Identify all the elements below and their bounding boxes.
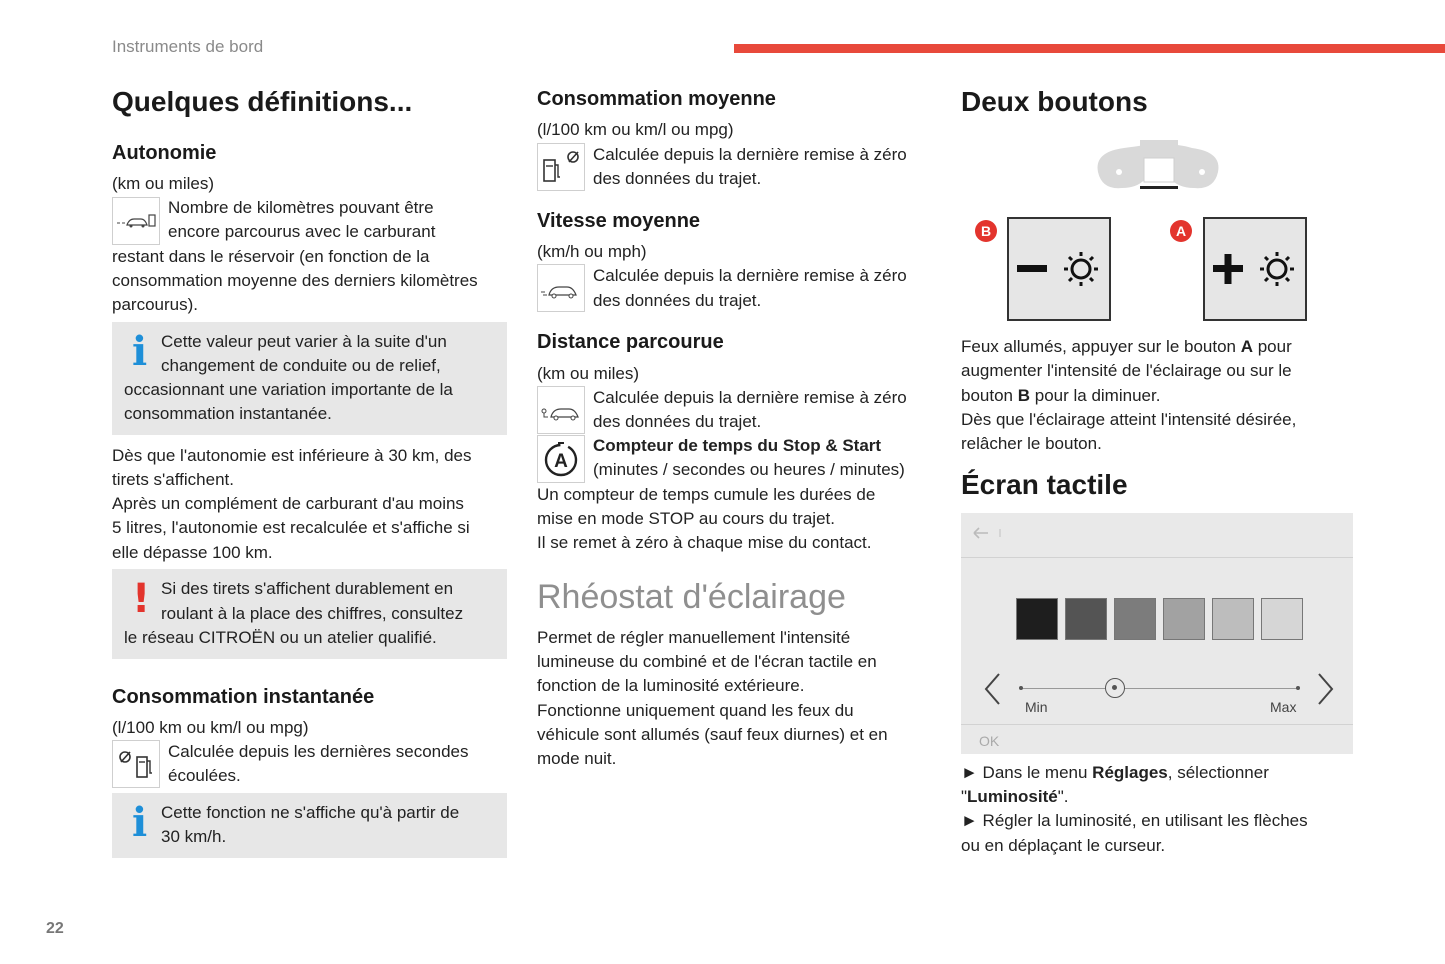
panel-divider-bottom xyxy=(961,724,1353,725)
brightness-swatch-6[interactable] xyxy=(1261,598,1303,640)
boutons-line3: bouton B pour la diminuer. xyxy=(961,386,1161,405)
boutons-line1: Feux allumés, appuyer sur le bouton A pour xyxy=(961,337,1292,356)
info1-line2: changement de conduite ou de relief, xyxy=(161,356,441,375)
rheostat-line6: mode nuit. xyxy=(537,749,617,768)
info1-line4: consommation instantanée. xyxy=(124,404,332,423)
autonomie-heading: Autonomie xyxy=(112,142,217,164)
conso-moy-line1: Calculée depuis la dernière remise à zéro xyxy=(593,145,907,164)
brightness-swatch-4[interactable] xyxy=(1163,598,1205,640)
autonomie-line2: encore parcourus avec le carburant xyxy=(168,222,436,241)
chevron-left-icon[interactable] xyxy=(981,671,1005,707)
distance-travelled-icon xyxy=(537,386,585,434)
stopstart-unit: (minutes / secondes ou heures / minutes) xyxy=(593,460,905,479)
distance-unit: (km ou miles) xyxy=(537,364,640,383)
info2-line1: Cette fonction ne s'affiche qu'à partir de xyxy=(161,803,460,822)
vitesse-unit: (km/h ou mph) xyxy=(537,242,647,261)
brightness-swatch-1[interactable] xyxy=(1016,598,1058,640)
autonomie-unit: (km ou miles) xyxy=(112,174,215,193)
stop-start-icon xyxy=(537,435,585,483)
header-accent-bar xyxy=(734,44,1445,53)
warn1-line3: le réseau CITROËN ou un atelier qualifié. xyxy=(124,628,437,647)
vitesse-heading: Vitesse moyenne xyxy=(537,210,701,232)
conso-inst-line1: Calculée depuis les dernières secondes xyxy=(168,742,469,761)
decrease-brightness-button[interactable] xyxy=(1007,217,1111,321)
average-speed-icon xyxy=(537,264,585,312)
step1-line2: "Luminosité". xyxy=(961,787,1069,806)
stopstart-line2: mise en mode STOP au cours du trajet. xyxy=(537,509,835,528)
slider-min-label: Min xyxy=(1025,699,1048,715)
slider-max-label: Max xyxy=(1270,699,1297,715)
slider-track[interactable] xyxy=(1021,688,1299,689)
distance-heading: Distance parcourue xyxy=(537,331,724,353)
info-icon: i xyxy=(132,328,148,375)
slider-track-end-dot xyxy=(1296,686,1300,690)
warning-icon: ! xyxy=(132,576,151,622)
increase-brightness-button[interactable] xyxy=(1203,217,1307,321)
step2-line2: ou en déplaçant le curseur. xyxy=(961,836,1166,855)
info-icon: i xyxy=(132,799,148,846)
rheostat-line5: véhicule sont allumés (sauf feux diurnes) et en xyxy=(537,725,888,744)
section-header: Instruments de bord xyxy=(112,37,264,56)
average-consumption-icon xyxy=(537,143,585,191)
info2-line2: 30 km/h. xyxy=(161,827,227,846)
boutons-line2: augmenter l'intensité de l'éclairage ou sur le xyxy=(961,361,1292,380)
stopstart-title: Compteur de temps du Stop & Start xyxy=(593,436,882,455)
panel-divider-top xyxy=(961,557,1353,558)
step2-line1: ► Régler la luminosité, en utilisant les flèches xyxy=(961,811,1308,830)
car-fuel-range-icon xyxy=(112,197,160,245)
boutons-line5: relâcher le bouton. xyxy=(961,434,1102,453)
back-arrow-icon[interactable] xyxy=(971,525,1011,541)
badge-b: B xyxy=(975,220,997,242)
distance-line1: Calculée depuis la dernière remise à zéro xyxy=(593,388,907,407)
svg-text:A: A xyxy=(554,451,568,472)
conso-moy-line2: des données du trajet. xyxy=(593,169,762,188)
brightness-swatch-2[interactable] xyxy=(1065,598,1107,640)
para1-line3: Après un complément de carburant d'au moins xyxy=(112,494,464,513)
para1-line2: tirets s'affichent. xyxy=(112,470,234,489)
stopstart-line1: Un compteur de temps cumule les durées de xyxy=(537,485,876,504)
badge-a: A xyxy=(1170,220,1192,242)
instant-consumption-icon xyxy=(112,740,160,788)
conso-inst-heading: Consommation instantanée xyxy=(112,686,375,708)
conso-inst-unit: (l/100 km ou km/l ou mpg) xyxy=(112,718,309,737)
page-number: 22 xyxy=(46,920,64,937)
para1-line5: elle dépasse 100 km. xyxy=(112,543,273,562)
deux-boutons-title: Deux boutons xyxy=(961,86,1148,117)
ok-button[interactable]: OK xyxy=(979,733,1000,749)
para1-line1: Dès que l'autonomie est inférieure à 30 km, des xyxy=(112,446,472,465)
brightness-swatch-3[interactable] xyxy=(1114,598,1156,640)
rheostat-line2: lumineuse du combiné et de l'écran tactile en xyxy=(537,652,877,671)
ecran-tactile-title: Écran tactile xyxy=(961,469,1128,500)
warn1-line1: Si des tirets s'affichent durablement en xyxy=(161,579,454,598)
plus-sun-icon xyxy=(1205,219,1305,319)
info1-line3: occasionnant une variation importante de la xyxy=(124,380,453,399)
rheostat-line1: Permet de régler manuellement l'intensité xyxy=(537,628,851,647)
vitesse-line2: des données du trajet. xyxy=(593,291,762,310)
chevron-right-icon[interactable] xyxy=(1313,671,1337,707)
stopstart-line3: Il se remet à zéro à chaque mise du contact. xyxy=(537,533,872,552)
rheostat-title: Rhéostat d'éclairage xyxy=(537,578,846,616)
distance-line2: des données du trajet. xyxy=(593,412,762,431)
slider-track-start-dot xyxy=(1019,686,1023,690)
conso-inst-line2: écoulées. xyxy=(168,766,241,785)
info1-line1: Cette valeur peut varier à la suite d'un xyxy=(161,332,447,351)
boutons-line4: Dès que l'éclairage atteint l'intensité désirée, xyxy=(961,410,1297,429)
touchscreen-brightness-panel xyxy=(961,513,1353,754)
page-title: Quelques définitions... xyxy=(112,86,413,117)
step1-line1: ► Dans le menu Réglages, sélectionner xyxy=(961,763,1269,782)
conso-moy-heading: Consommation moyenne xyxy=(537,88,776,110)
slider-thumb[interactable] xyxy=(1105,678,1125,698)
rheostat-line3: fonction de la luminosité extérieure. xyxy=(537,676,805,695)
autonomie-line4: consommation moyenne des derniers kilomètres xyxy=(112,271,478,290)
autonomie-line1: Nombre de kilomètres pouvant être xyxy=(168,198,434,217)
brightness-swatch-5[interactable] xyxy=(1212,598,1254,640)
conso-moy-unit: (l/100 km ou km/l ou mpg) xyxy=(537,120,734,139)
warn1-line2: roulant à la place des chiffres, consultez xyxy=(161,604,464,623)
dashboard-silhouette-icon xyxy=(1092,138,1226,194)
vitesse-line1: Calculée depuis la dernière remise à zéro xyxy=(593,266,907,285)
para1-line4: 5 litres, l'autonomie est recalculée et s'affiche si xyxy=(112,518,470,537)
autonomie-line3: restant dans le réservoir (en fonction de la xyxy=(112,247,430,266)
autonomie-line5: parcourus). xyxy=(112,295,198,314)
minus-sun-icon xyxy=(1009,219,1109,319)
rheostat-line4: Fonctionne uniquement quand les feux du xyxy=(537,701,854,720)
